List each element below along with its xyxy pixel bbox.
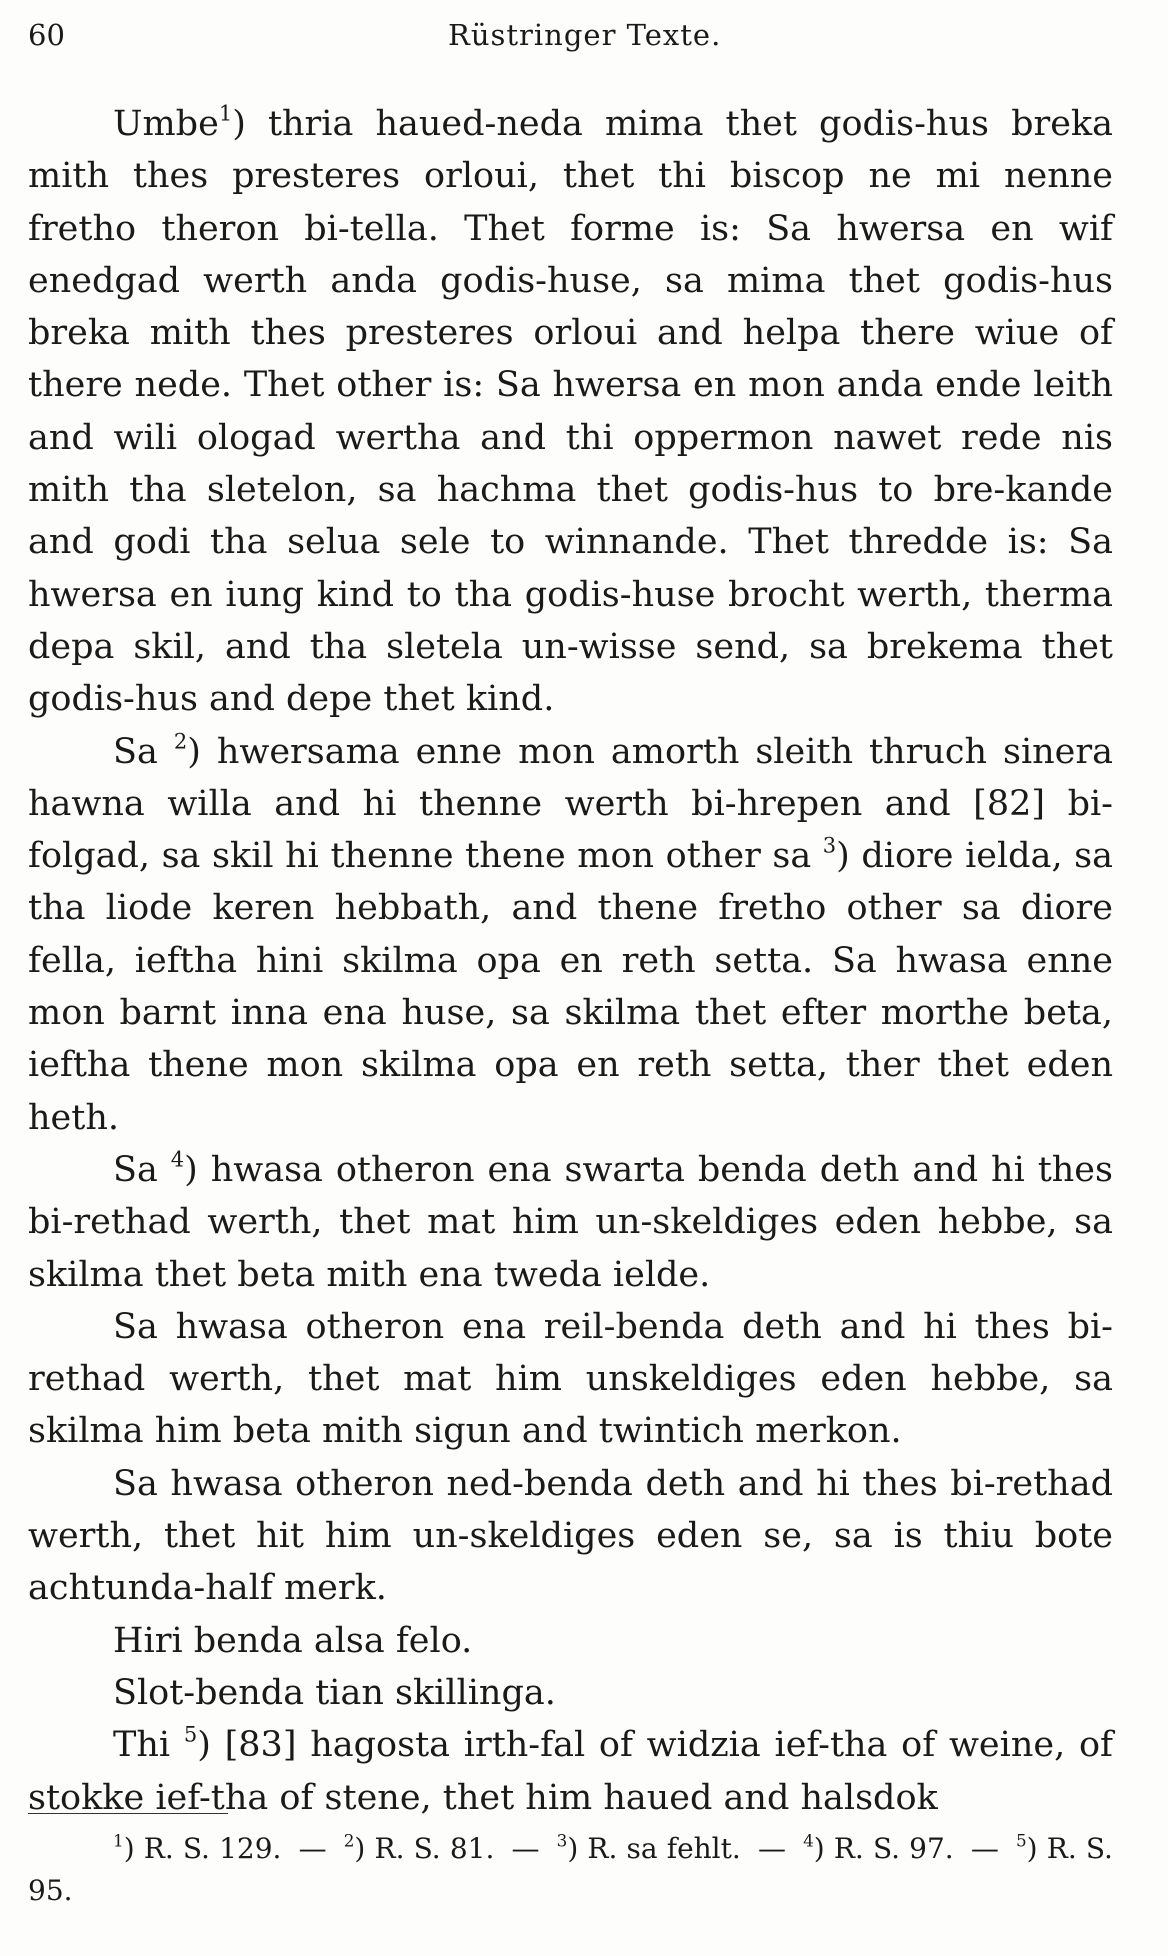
footnote-separator: — (757, 1832, 786, 1865)
footnote-rule (28, 1813, 228, 1814)
paragraph (28, 1615, 1113, 1667)
footnote-line (28, 1828, 1113, 1912)
paragraph-text: ) hwasa otheron ena swarta benda deth and hi thes bi-rethad werth, thet mat him un-skeldiges eden hebbe, sa skilma thet beta mith ena tweda ielde. (28, 1149, 1113, 1295)
page-number: 60 (28, 18, 65, 52)
body-text (28, 98, 1113, 1824)
paragraph-text: ) [83] hagosta irth-fal of widzia ief-tha of weine, of stokke ief-tha of stene, thet him haued and halsdok (28, 1725, 1113, 1818)
paragraph-text: Umbe (113, 104, 219, 144)
footnote-reference: 4 (170, 1147, 185, 1172)
footnote-mark: 5 (1015, 1830, 1027, 1851)
footnote-mark: 3 (556, 1830, 568, 1851)
footnote-text: ) R. S. 81. (354, 1832, 495, 1865)
paragraph (28, 1301, 1113, 1458)
footnotes (28, 1828, 1113, 1912)
page-header (28, 18, 1108, 58)
footnote-text: ) R. S. 95. (28, 1832, 1113, 1907)
footnote-separator: — (298, 1832, 327, 1865)
paragraph (28, 1667, 1113, 1719)
paragraph-text: Hiri benda alsa felo. (113, 1620, 473, 1661)
paragraph (28, 726, 1113, 1144)
paragraph (28, 1458, 1113, 1615)
footnote-reference: 1 (218, 101, 233, 126)
footnote-reference: 5 (183, 1722, 198, 1747)
paragraph-text: Sa hwasa otheron ena reil-benda deth and hi thes bi-rethad werth, thet mat him unskeldiges eden hebbe, sa skilma him beta mith sigun and twintich merkon. (28, 1306, 1113, 1452)
footnote-separator: — (511, 1832, 540, 1865)
paragraph-text: Sa (113, 731, 174, 772)
paragraph-text: Sa (113, 1149, 171, 1190)
paragraph-text: ) diore ielda, sa tha liode keren hebbath, and thene fretho other sa diore fella, ieftha hini skilma opa en reth setta. Sa hwasa enne mon barnt inna ena huse, sa skilma thet efter morthe beta, ieftha thene mon skilma opa en reth setta, ther thet eden heth. (28, 836, 1113, 1138)
paragraph (28, 1144, 1113, 1301)
footnote-text: ) R. S. 97. (813, 1832, 954, 1865)
footnote-mark: 1 (113, 1830, 124, 1851)
paragraph (28, 98, 1113, 726)
footnote-reference: 2 (173, 728, 188, 753)
paragraph-text: ) thria haued-neda mima thet godis-hus breka mith thes presteres orloui, thet thi biscop ne mi nenne fretho theron bi-tella. Thet forme is: Sa hwersa en wif enedgad werth anda godis-huse, sa mima thet godis-hus breka mith thes presteres orloui and helpa there wiue of there nede. Thet other is: Sa hwersa en mon anda ende leith and wili ologad wertha and thi oppermon nawet rede nis mith tha sletelon, sa hachma thet godis-hus to bre-kande and godi tha selua sele to winnande. Thet thredde is: Sa hwersa en iung kind to tha godis-huse brocht werth, therma depa skil, and tha sletela un-wisse send, sa brekema thet godis-hus and depe thet kind. (28, 104, 1113, 720)
paragraph-text: Sa hwasa otheron ned-benda deth and hi thes bi-rethad werth, thet hit him un-skeldiges eden se, sa is thiu bote achtunda-half merk. (28, 1463, 1113, 1609)
paragraph-text: Slot-benda tian skillinga. (113, 1672, 556, 1713)
footnote-reference: 3 (822, 833, 837, 858)
footnote-mark: 2 (343, 1830, 355, 1851)
footnote-mark: 4 (803, 1830, 814, 1851)
footnote-text: ) R. sa fehlt. (567, 1832, 741, 1865)
paragraph-text: Thi (113, 1725, 184, 1766)
running-title: Rüstringer Texte. (448, 18, 722, 52)
paragraph-text: ) hwersama enne mon amorth sleith thruch sinera hawna willa and hi thenne werth bi-hrepen and [82] bi-folgad, sa skil hi thenne thene mon other sa (28, 731, 1113, 877)
footnote-text: ) R. S. 129. (123, 1832, 282, 1865)
footnote-separator: — (970, 1832, 999, 1865)
paragraph (28, 1719, 1113, 1824)
